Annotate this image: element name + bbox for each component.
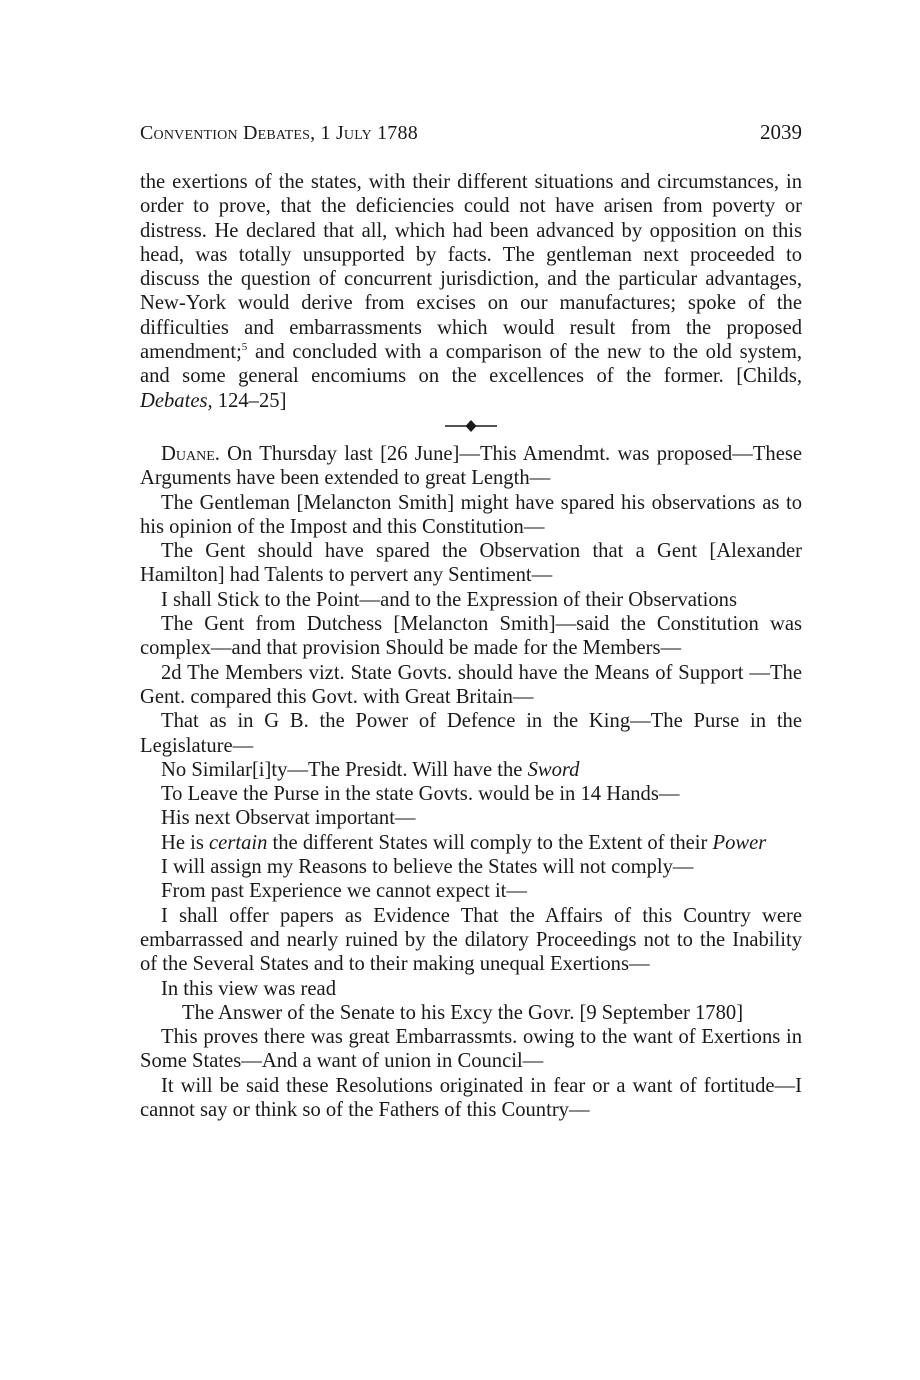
- duane-opening: [140, 442, 802, 491]
- sword-line: [140, 758, 802, 782]
- document-page: [140, 118, 802, 1122]
- quoted-document: The Answer of the Senate to his Excy the Govr. [9 September 1780]: [182, 1001, 744, 1024]
- report-text-continued: and concluded with a comparison of the new to the old system, and some general encomiums on the excellences of the former. [Childs,: [140, 341, 802, 388]
- certain-word: certain: [209, 831, 268, 854]
- report-paragraph: [140, 170, 802, 413]
- note-line: It will be said these Resolutions originated in fear or a want of fortitude—I cannot say or think so of the Fathers of this Country—: [140, 1074, 802, 1121]
- diamond-rule-ornament-icon: [140, 414, 802, 438]
- note-line: His next Observat important—: [161, 807, 416, 830]
- source-title: Debates,: [140, 389, 213, 412]
- page-number: 2039: [760, 120, 802, 144]
- note-line: I shall offer papers as Evidence That the Affairs of this Country were embarrassed and nearly ruined by the dilatory Proceedings not to the Inability of the Several States and to their making unequal Exertions—: [140, 904, 802, 976]
- power-word: Power: [712, 831, 767, 854]
- footnote-ref: 5: [241, 341, 248, 354]
- source-pages: 124–25]: [212, 389, 287, 412]
- running-header: [140, 118, 802, 147]
- note-line: I will assign my Reasons to believe the States will not comply—: [161, 856, 694, 879]
- note-line: To Leave the Purse in the state Govts. would be in 14 Hands—: [161, 783, 680, 806]
- certain-line: [140, 831, 802, 855]
- note-line: This proves there was great Embarrassmts. owing to the want of Exertions in Some States—And a want of union in Council—: [140, 1026, 802, 1073]
- note-line: 2d The Members vizt. State Govts. should have the Means of Support —The Gent. compared this Govt. with Great Britain—: [140, 661, 802, 708]
- certain-line-prefix: He is: [161, 831, 210, 854]
- note-line: In this view was read: [161, 977, 336, 1000]
- sword-line-text: No Similar[i]ty—The Presidt. Will have the: [161, 758, 528, 781]
- note-line: The Gent should have spared the Observation that a Gent [Alexander Hamilton] had Talents to pervert any Sentiment—: [140, 540, 802, 587]
- note-line: From past Experience we cannot expect it—: [161, 880, 527, 903]
- note-line: That as in G B. the Power of Defence in the King—The Purse in the Legislature—: [140, 710, 802, 757]
- sword-word: Sword: [527, 758, 580, 781]
- report-text: the exertions of the states, with their different situations and circumstances, in order to prove, that the deficiencies could not have arisen from poverty or distress. He declared that all, which had been advanced by opposition on this head, was totally unsupported by facts. The gentleman next proceeded to discuss the question of concurrent jurisdiction, and the particular advantages, New-York would derive from excises on our manufactures; spoke of the difficulties and embarrassments which would result from the proposed amendment;: [140, 171, 802, 364]
- page-body: [140, 170, 802, 1122]
- note-line: The Gent from Dutchess [Melancton Smith]—said the Constitution was complex—and that provision Should be made for the Members—: [140, 613, 802, 660]
- running-title: Convention Debates, 1 July 1788: [140, 122, 418, 144]
- certain-line-middle: the different States will comply to the Extent of their: [267, 831, 713, 854]
- speaker-name: Duane: [161, 442, 215, 465]
- duane-opening-text: . On Thursday last [26 June]—This Amendmt. was proposed—These Arguments have been extended to great Length—: [140, 442, 802, 490]
- note-line: I shall Stick to the Point—and to the Expression of their Observations: [161, 588, 737, 611]
- note-line: The Gentleman [Melancton Smith] might have spared his observations as to his opinion of the Impost and this Constitution—: [140, 491, 802, 538]
